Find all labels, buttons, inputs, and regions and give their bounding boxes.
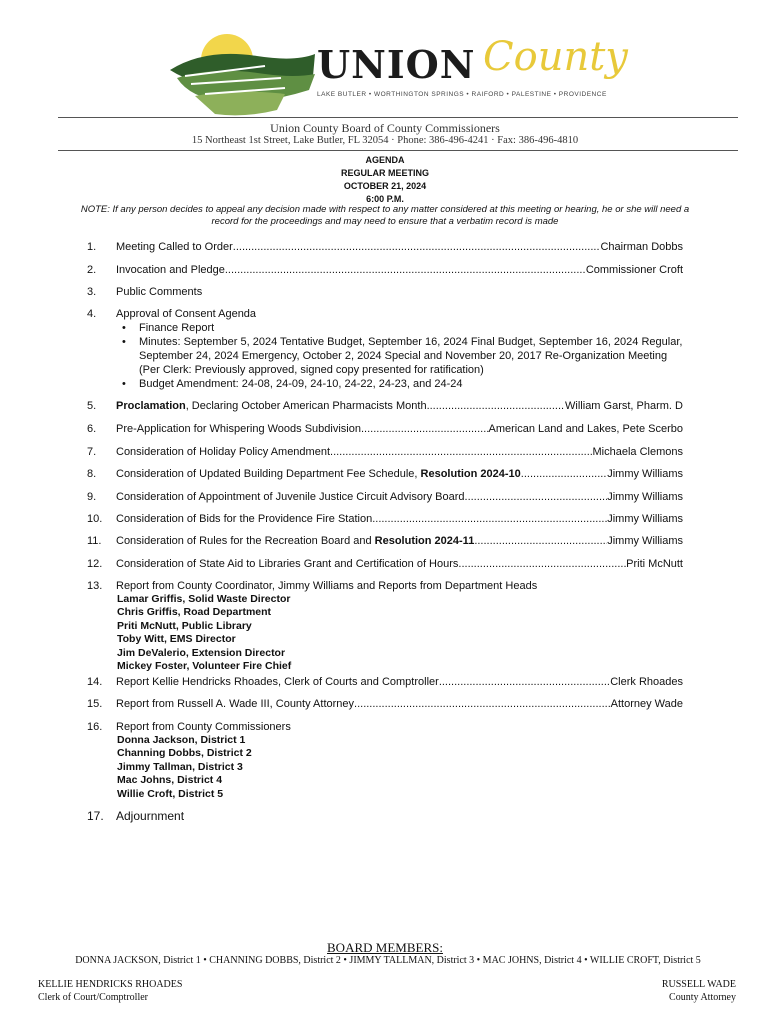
commissioner: Channing Dobbs, District 2: [117, 747, 252, 760]
header-rule-top: [58, 117, 738, 118]
leader-dots: [330, 445, 593, 459]
consent-item: • Finance Report: [139, 321, 683, 335]
item-text: Report from County Coordinator, Jimmy Williams and Reports from Department Heads: [116, 580, 538, 592]
department-head: Priti McNutt, Public Library: [117, 619, 252, 632]
item-text: Report Kellie Hendricks Rhoades, Clerk of Courts and Comptroller: [116, 676, 439, 688]
board-members-list: DONNA JACKSON, District 1 • CHANNING DOBBS, District 2 • JIMMY TALLMAN, District 3 • MAC JOHNS, District 4 • WILLIE CROFT, District 5: [75, 955, 701, 966]
board-members-title: BOARD MEMBERS:: [327, 940, 443, 955]
item-number: 16.: [87, 721, 103, 733]
department-heads: [116, 593, 683, 673]
item-text: Consideration of Bids for the Providence Fire Station: [116, 513, 373, 525]
item-number: 8.: [87, 468, 97, 480]
item-number: 7.: [87, 446, 97, 458]
item-text: Invocation and Pledge: [116, 264, 225, 276]
leader-dots: [372, 512, 607, 526]
item-number: 2.: [87, 264, 97, 276]
commissioner: Jimmy Tallman, District 3: [117, 760, 243, 773]
department-head: Mickey Foster, Volunteer Fire Chief: [117, 660, 292, 673]
county-logo: [165, 18, 628, 118]
item-text: Report from County Commissioners: [116, 721, 291, 733]
item-number: 4.: [87, 308, 97, 320]
item-text: Consideration of State Aid to Libraries Grant and Certification of Hours: [116, 558, 459, 570]
item-presenter: Attorney Wade: [610, 698, 683, 710]
leader-dots: [354, 697, 611, 711]
item-presenter: Michaela Clemons: [592, 446, 683, 458]
leader-dots: [458, 557, 626, 571]
item-presenter: Clerk Rhoades: [610, 676, 683, 688]
header-rule-bottom: [58, 150, 738, 151]
leader-dots: [225, 263, 586, 277]
item-presenter: Priti McNutt: [626, 558, 683, 570]
item-presenter: Jimmy Williams: [607, 468, 683, 480]
logo-tagline: LAKE BUTLER • WORTHINGTON SPRINGS • RAIFORD • PALESTINE • PROVIDENCE: [317, 91, 607, 98]
item-number: 1.: [87, 241, 97, 253]
consent-list: [116, 321, 683, 391]
consent-item: • Minutes: September 5, 2024 Tentative Budget, September 16, 2024 Final Budget, September 16, 2024 Regular, September 24, 2024 Emergency, October 2, 2024 Special and November 20, 2017 Re-Organization Meeting (Per Clerk: Previously approved, signed copy presented for ratification): [139, 335, 683, 377]
board-title: Union County Board of County Commissioners: [270, 121, 500, 135]
leader-dots: [427, 399, 565, 413]
department-head: Jim DeValerio, Extension Director: [117, 646, 286, 659]
item-number: 9.: [87, 491, 97, 503]
resolution-number: Resolution 2024-11: [374, 535, 475, 547]
item-number: 5.: [87, 400, 97, 412]
item-number: 12.: [87, 558, 103, 570]
item-number: 17.: [87, 809, 104, 823]
item-text: Pre-Application for Whispering Woods Subdivision: [116, 423, 361, 435]
item-number: 10.: [87, 513, 103, 525]
clerk-block: [38, 978, 182, 1004]
item-presenter: Jimmy Williams: [607, 513, 683, 525]
item-number: 14.: [87, 676, 103, 688]
item-number: 15.: [87, 698, 103, 710]
logo-union-text: UNION: [317, 42, 476, 87]
department-head: Toby Witt, EMS Director: [117, 633, 236, 646]
item-text: Adjournment: [116, 809, 185, 823]
item-presenter: William Garst, Pharm. D: [565, 400, 683, 412]
attorney-name: RUSSELL WADE: [661, 979, 736, 990]
item-text: , Declaring October American Pharmacists Month: [185, 400, 427, 412]
commissioner: Mac Johns, District 4: [117, 774, 223, 787]
agenda-title: AGENDA: [365, 155, 405, 165]
leader-dots: [233, 240, 601, 254]
commissioner: Donna Jackson, District 1: [117, 734, 246, 746]
item-text: Approval of Consent Agenda: [116, 308, 257, 320]
clerk-name: KELLIE HENDRICKS RHOADES: [38, 979, 183, 990]
item-text: Consideration of Appointment of Juvenile Justice Circuit Advisory Board: [116, 491, 465, 503]
item-number: 13.: [87, 580, 103, 592]
item-presenter: Commissioner Croft: [585, 264, 683, 276]
consent-item: • Budget Amendment: 24-08, 24-09, 24-10, 24-22, 24-23, and 24-24: [139, 377, 683, 391]
farmland-logo-icon: [165, 18, 325, 118]
department-head: Chris Griffis, Road Department: [117, 606, 272, 619]
item-presenter: American Land and Lakes, Pete Scerbo: [488, 423, 683, 435]
item-number: 11.: [87, 535, 102, 547]
attorney-block: [662, 978, 736, 1004]
appeal-note: NOTE: If any person decides to appeal any decision made with respect to any matter considered at this meeting or hearing, he or she will need a record for the proceedings and may need to ensure that a verbatim record is made: [80, 204, 690, 227]
leader-dots: [474, 534, 607, 548]
item-bold-text: Proclamation: [116, 400, 186, 412]
leader-dots: [465, 490, 608, 504]
leader-dots: [361, 422, 489, 436]
meeting-date: OCTOBER 21, 2024: [343, 181, 427, 191]
item-text: Report from Russell A. Wade III, County Attorney: [116, 698, 355, 710]
item-presenter: Jimmy Williams: [607, 535, 683, 547]
item-text: Meeting Called to Order: [116, 241, 233, 253]
commissioner: Willie Croft, District 5: [117, 787, 224, 800]
leader-dots: [521, 467, 607, 481]
leader-dots: [439, 675, 610, 689]
item-text: Public Comments: [116, 286, 203, 298]
attorney-title: County Attorney: [669, 992, 736, 1003]
board-address: 15 Northeast 1st Street, Lake Butler, FL 32054 · Phone: 386-496-4241 · Fax: 386-496-4810: [191, 135, 579, 146]
clerk-title: Clerk of Court/Comptroller: [38, 992, 148, 1003]
department-head: Lamar Griffis, Solid Waste Director: [117, 593, 291, 605]
item-presenter: Chairman Dobbs: [600, 241, 683, 253]
item-presenter: Jimmy Williams: [607, 491, 683, 503]
item-number: 6.: [87, 423, 97, 435]
meeting-time: 6:00 P.M.: [366, 194, 404, 204]
resolution-number: Resolution 2024-10: [420, 468, 521, 480]
meeting-type: REGULAR MEETING: [340, 168, 429, 178]
commissioners-list: [116, 734, 683, 801]
item-text: Consideration of Rules for the Recreation Board and: [116, 535, 375, 547]
agenda-heading: [0, 154, 770, 206]
item-text: Consideration of Updated Building Department Fee Schedule,: [116, 468, 421, 480]
logo-county-text: County: [483, 34, 628, 80]
item-text: Consideration of Holiday Policy Amendment: [116, 446, 331, 458]
item-number: 3.: [87, 286, 97, 298]
